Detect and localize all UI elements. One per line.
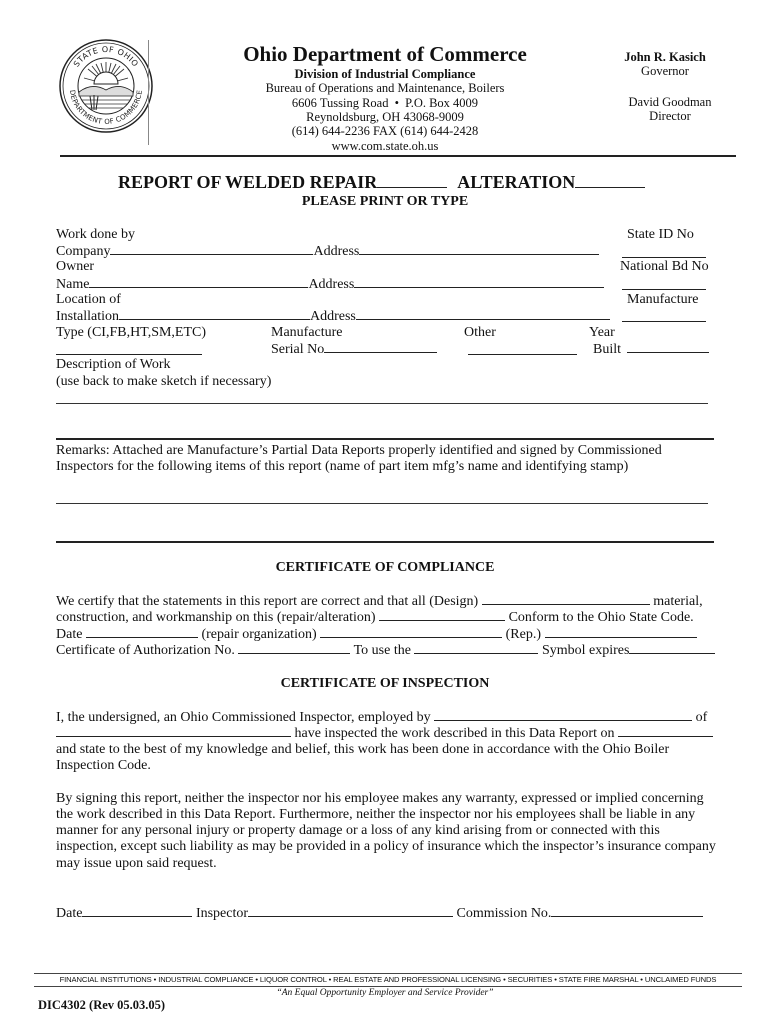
footer-rule-2 (34, 986, 742, 987)
state-seal (58, 38, 154, 134)
ohio-seal-icon (58, 38, 154, 134)
bullet-separator: • (394, 96, 399, 110)
report-title-text: REPORT OF WELDED REPAIR (118, 172, 378, 192)
street-line: 6606 Tussing Road (291, 96, 389, 110)
material-label: material, (653, 594, 703, 609)
disclaimer-4: inspection, except such liability as may be provided in a policy of insurance which the inspector’s insurance company (56, 839, 716, 854)
owner-address-field[interactable] (354, 276, 604, 288)
inspected-on-label: have inspected the work described in this Data Report on (294, 726, 615, 741)
installation-address-field[interactable] (356, 308, 610, 320)
seal-divider (148, 40, 149, 145)
built-row (593, 341, 709, 358)
signature-date-label: Date (56, 906, 83, 921)
inspector-label: Inspector (195, 906, 249, 921)
serial-no-label: Serial No (271, 342, 325, 357)
print-instruction: PLEASE PRINT OR TYPE (301, 194, 469, 209)
location-of-label: Location of (56, 292, 121, 307)
installation-field[interactable] (119, 308, 310, 320)
state-id-field[interactable] (622, 257, 706, 258)
other-field[interactable] (468, 354, 577, 355)
of-label: of (695, 710, 708, 725)
year-label: Year (589, 325, 615, 340)
remarks-line-1: Remarks: Attached are Manufacture’s Partial Data Reports properly identified and signed by Commissioned (56, 443, 662, 458)
svg-text:DEPARTMENT OF COMMERCE: DEPARTMENT OF COMMERCE (67, 89, 144, 127)
authorization-field[interactable] (238, 642, 350, 654)
repair-alteration-label: construction, and workmanship on this (repair/alteration) (56, 610, 376, 625)
report-title (118, 172, 645, 193)
repair-alteration-field[interactable] (379, 609, 505, 621)
conform-label: Conform to the Ohio State Code. (508, 610, 694, 625)
division-name: Division of Industrial Compliance (294, 67, 476, 81)
governor-title: Governor (641, 64, 689, 78)
department-name: Ohio Department of Commerce (243, 42, 527, 66)
inspection-line-1 (56, 709, 707, 726)
installation-label: Installation (56, 309, 119, 324)
serial-no-field[interactable] (324, 341, 437, 353)
disclaimer-3: manner for any personal injury or property damage or a loss of any kind arising from or connected with this (56, 823, 660, 838)
employed-by-label: I, the undersigned, an Ohio Commissioned Inspector, employed by (56, 710, 431, 725)
company-address-label: Address (313, 244, 360, 259)
manufacture-right-label: Manufacture (627, 292, 699, 307)
employer-location-field[interactable] (56, 725, 291, 737)
work-done-by-label: Work done by (56, 227, 135, 242)
bureau-name: Bureau of Operations and Maintenance, Boilers (265, 81, 505, 95)
compliance-heading: CERTIFICATE OF COMPLIANCE (275, 560, 495, 575)
owner-address-label: Address (308, 277, 355, 292)
authorization-label: Certificate of Authorization No. (56, 643, 235, 658)
state-id-label: State ID No (627, 227, 694, 242)
type-field[interactable] (56, 354, 202, 355)
footer-divisions: FINANCIAL INSTITUTIONS • INDUSTRIAL COMPLIANCE • LIQUOR CONTROL • REAL ESTATE AND PROFESSIONAL LICENSING • SECURITIES • STATE FIRE MARSHAL • UNCLAIMED FUNDS (59, 975, 717, 984)
section-rule-1 (56, 438, 714, 440)
built-label: Built (593, 342, 622, 357)
inspection-date-field[interactable] (618, 725, 713, 737)
inspection-line-4: Inspection Code. (56, 758, 151, 773)
footer-rule-1 (34, 973, 742, 974)
type-label: Type (CI,FB,HT,SM,ETC) (56, 325, 207, 340)
compliance-line-3 (56, 626, 697, 643)
installation-row (56, 308, 610, 325)
director-title: Director (649, 109, 691, 123)
owner-label: Owner (56, 259, 95, 274)
national-bd-field[interactable] (622, 289, 706, 290)
symbol-expires-label: Symbol expires (541, 643, 630, 658)
compliance-line-1 (56, 593, 703, 610)
disclaimer-1: By signing this report, neither the inspector nor his employee makes any warranty, expressed or implied concerning (56, 791, 704, 806)
company-label: Company (56, 244, 111, 259)
compliance-line-2 (56, 609, 694, 626)
form-number: DIC4302 (Rev 05.03.05) (38, 998, 166, 1012)
inspection-line-2 (56, 725, 713, 742)
manufacture-right-field[interactable] (622, 321, 706, 322)
employer-field[interactable] (434, 709, 692, 721)
description-note: (use back to make sketch if necessary) (56, 374, 272, 389)
compliance-line-4 (56, 642, 715, 659)
owner-name-field[interactable] (89, 276, 308, 288)
serial-row (271, 341, 437, 358)
repair-organization-field[interactable] (320, 626, 502, 638)
expires-field[interactable] (629, 642, 715, 654)
remarks-field[interactable] (56, 503, 708, 504)
signature-date-field[interactable] (82, 905, 192, 917)
inspection-line-3: and state to the best of my knowledge and belief, this work has been done in accordance with the Ohio Boiler (56, 742, 670, 757)
other-label: Other (464, 325, 496, 340)
company-address-field[interactable] (359, 243, 599, 255)
section-rule-2 (56, 541, 714, 543)
rep-label: (Rep.) (505, 627, 542, 642)
signature-row (56, 905, 703, 922)
to-use-label: To use the (353, 643, 411, 658)
repair-check-line[interactable] (377, 173, 447, 188)
inspection-heading: CERTIFICATE OF INSPECTION (280, 676, 490, 691)
description-field[interactable] (56, 403, 708, 404)
footer-eoe: “An Equal Opportunity Employer and Service Provider” (276, 988, 494, 998)
installation-address-label: Address (310, 309, 356, 324)
description-label: Description of Work (56, 357, 171, 372)
commission-label: Commission No. (456, 906, 552, 921)
header-rule (60, 155, 736, 157)
alteration-text: ALTERATION (457, 172, 576, 192)
compliance-date-label: Date (56, 627, 83, 642)
compliance-design-label: We certify that the statements in this report are correct and that all (Design) (56, 594, 479, 609)
name-row (56, 276, 604, 293)
manufacture-label: Manufacture (271, 325, 343, 340)
phone-line: (614) 644-2236 FAX (614) 644-2428 (291, 124, 479, 138)
symbol-field[interactable] (414, 642, 538, 654)
year-built-field[interactable] (627, 341, 709, 353)
design-field[interactable] (482, 593, 650, 605)
website: www.com.state.oh.us (331, 139, 439, 153)
compliance-date-field[interactable] (86, 626, 198, 638)
disclaimer-5: may issue upon said request. (56, 856, 217, 871)
company-row (56, 243, 599, 260)
repair-organization-label: (repair organization) (201, 627, 317, 642)
disclaimer-2: the work described in this Data Report. Furthermore, neither the inspector nor his employees shall be liable in any (56, 807, 696, 822)
name-label: Name (56, 277, 90, 292)
city-line: Reynoldsburg, OH 43068-9009 (306, 110, 464, 124)
director-name: David Goodman (628, 95, 712, 109)
rep-field[interactable] (545, 626, 697, 638)
svg-text:STATE OF OHIO: STATE OF OHIO (71, 44, 141, 69)
national-bd-label: National Bd No (620, 259, 709, 274)
street-address (230, 96, 540, 111)
inspector-field[interactable] (248, 905, 453, 917)
remarks-line-2: Inspectors for the following items of this report (name of part item mfg’s name and identifying stamp) (56, 459, 629, 474)
governor-name: John R. Kasich (624, 50, 706, 64)
po-box: P.O. Box 4009 (405, 96, 479, 110)
alteration-check-line[interactable] (575, 173, 645, 188)
company-field[interactable] (110, 243, 313, 255)
commission-field[interactable] (551, 905, 703, 917)
